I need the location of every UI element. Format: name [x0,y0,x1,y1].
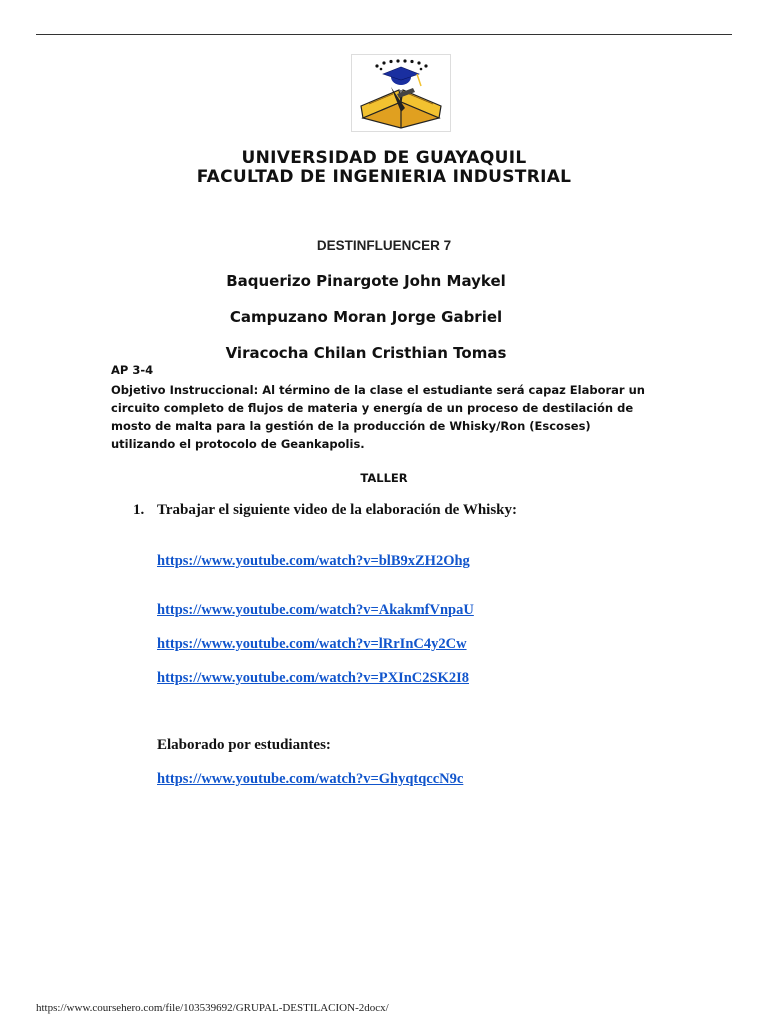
section-title: TALLER [360,471,408,485]
video-link[interactable]: https://www.youtube.com/watch?v=PXInC2SK2I8 [157,670,469,686]
students-video-label: Elaborado por estudiantes: [157,737,331,753]
top-divider [36,34,732,35]
instructional-objective: Objetivo Instruccional: Al término de la clase el estudiante será capaz Elaborar un circuito completo de flujos de materia y energía de un proceso de destilación de mosto de malta para la gestión de la producción de Whisky/Ron (Escoses) utilizando el protocolo de Geankapolis. [111,383,645,451]
list-item-number: 1. [133,502,145,518]
university-book-logo-icon [351,54,451,132]
video-link[interactable]: https://www.youtube.com/watch?v=AkakmfVnpaU [157,602,474,618]
student-video-link[interactable]: https://www.youtube.com/watch?v=GhyqtqccN9c [157,771,464,787]
student-name: Campuzano Moran Jorge Gabriel [229,308,503,326]
student-name: Baquerizo Pinargote John Maykel [226,272,506,290]
university-name: UNIVERSIDAD DE GUAYAQUIL [241,148,527,168]
ap-label: AP 3-4 [111,363,154,377]
footer-source-url: https://www.coursehero.com/file/103539692/GRUPAL-DESTILACION-2docx/ [36,1002,389,1014]
faculty-name: FACULTAD DE INGENIERIA INDUSTRIAL [196,167,572,187]
list-item-text: Trabajar el siguiente video de la elaboración de Whisky: [157,502,518,518]
video-link[interactable]: https://www.youtube.com/watch?v=blB9xZH2Ohg [157,553,470,569]
video-link[interactable]: https://www.youtube.com/watch?v=lRrInC4y2Cw [157,636,467,652]
student-name: Viracocha Chilan Cristhian Tomas [225,344,507,362]
document-code: DESTINFLUENCER 7 [316,238,452,253]
